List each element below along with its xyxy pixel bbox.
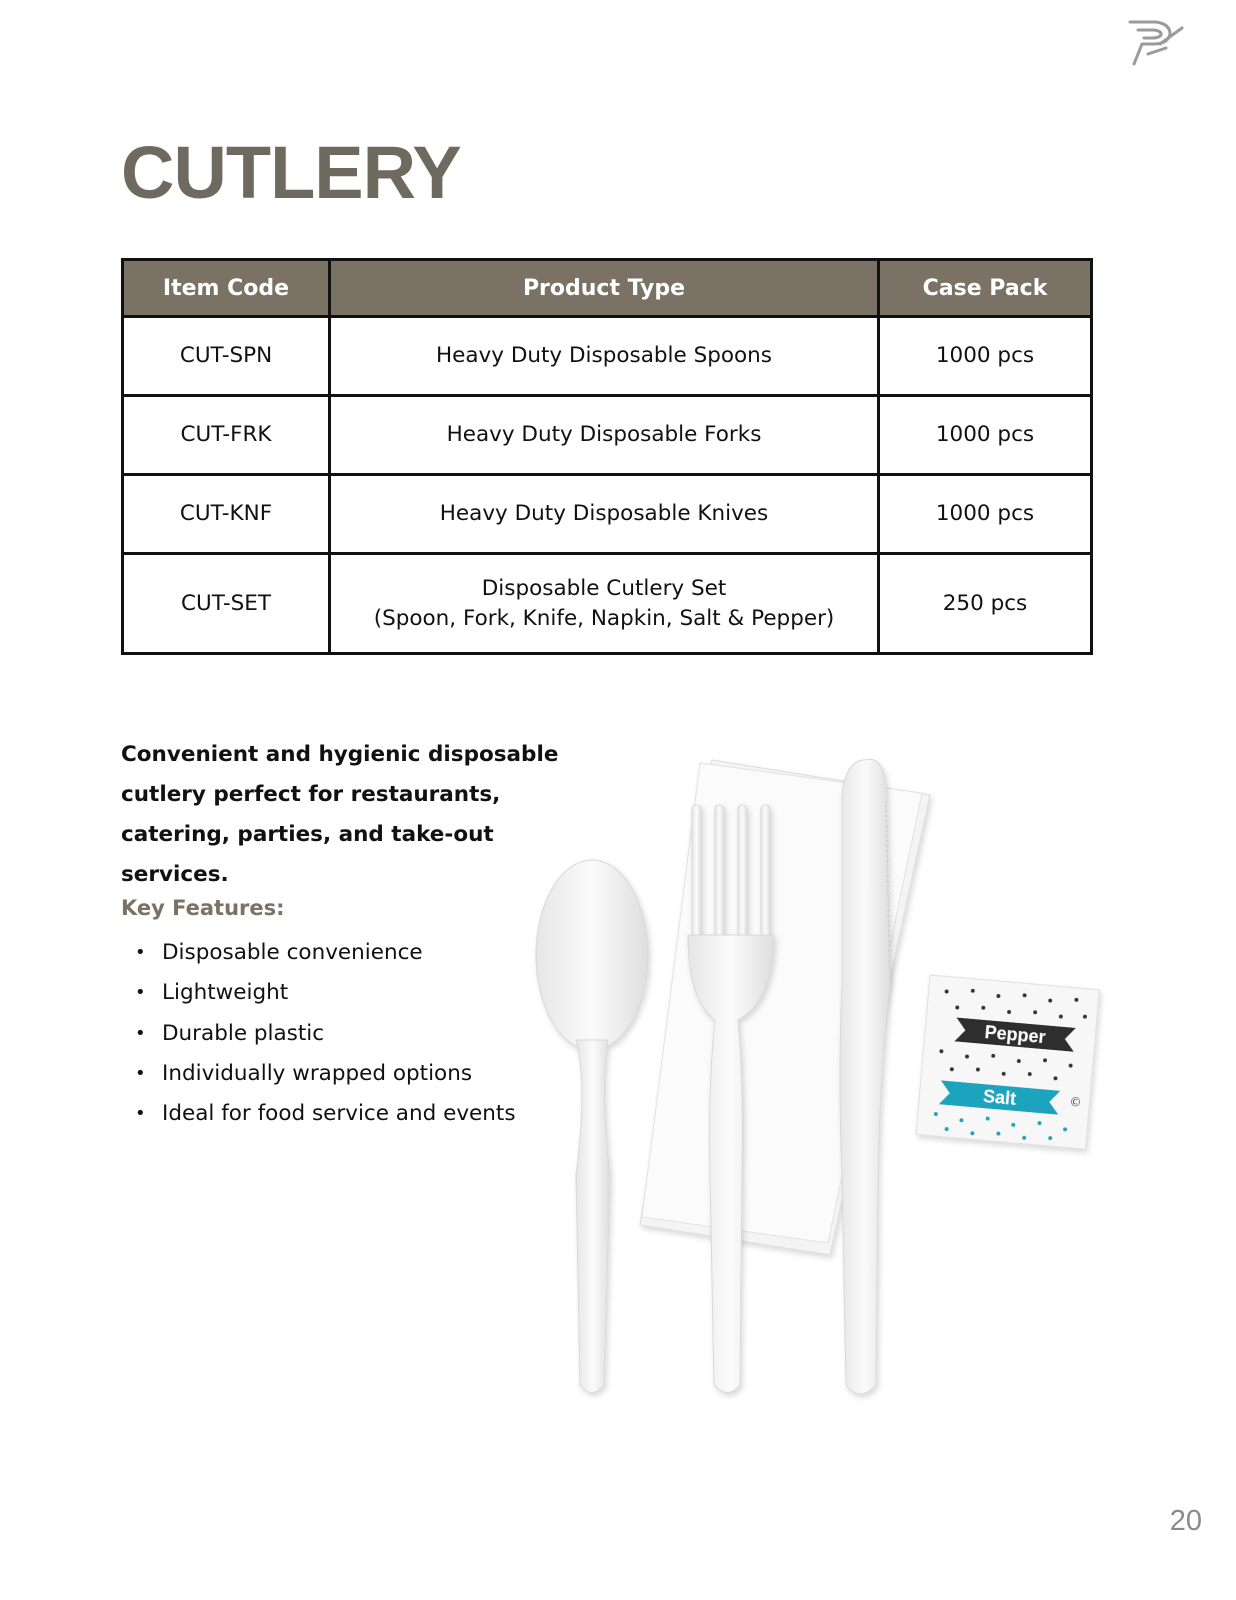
list-item (121, 1054, 516, 1094)
product-type-line-2: (Spoon, Fork, Knife, Napkin, Salt & Pepper) (373, 605, 835, 631)
salt-label: Salt (982, 1086, 1017, 1109)
feature-label: Lightweight (162, 980, 289, 1006)
list-item (121, 1094, 516, 1134)
salt-pepper-packet (916, 975, 1099, 1149)
product-type-cell: Heavy Duty Disposable Knives (330, 475, 879, 554)
bullet-icon: • (135, 942, 146, 963)
copyright-mark: © (1068, 1094, 1083, 1110)
brand-logo-icon (1126, 18, 1184, 68)
case-pack-cell: 1000 pcs (879, 475, 1092, 554)
bullet-icon: • (135, 1022, 146, 1044)
case-pack-cell: 250 pcs (879, 554, 1092, 654)
product-type-cell: Heavy Duty Disposable Spoons (330, 317, 879, 396)
list-item (121, 1014, 516, 1054)
feature-label: Individually wrapped options (162, 1060, 473, 1086)
item-code-cell: CUT-SET (123, 554, 330, 654)
item-code-cell: CUT-SPN (123, 317, 330, 396)
table-header-row (123, 260, 1092, 317)
key-features-list (121, 933, 516, 1134)
pepper-label: Pepper (983, 1022, 1047, 1048)
knife (840, 759, 890, 1394)
list-item (121, 973, 516, 1013)
key-features-title: Key Features: (121, 896, 285, 920)
feature-label: Ideal for food service and events (162, 1101, 516, 1127)
case-pack-cell: 1000 pcs (879, 396, 1092, 475)
bullet-icon: • (135, 982, 146, 1004)
item-code-cell: CUT-FRK (123, 396, 330, 475)
page-title: CUTLERY (121, 131, 461, 214)
bullet-icon: • (135, 1062, 146, 1084)
column-header-item-code: Item Code (123, 260, 330, 317)
feature-label: Durable plastic (162, 1020, 325, 1046)
column-header-case-pack: Case Pack (879, 260, 1092, 317)
list-item (121, 933, 516, 973)
table-row (123, 475, 1092, 554)
item-code-cell: CUT-KNF (123, 475, 330, 554)
table-row (123, 317, 1092, 396)
intro-text: Convenient and hygienic disposable cutlery perfect for restaurants, catering, parties, and take-out services. (121, 742, 559, 887)
column-header-product-type: Product Type (330, 260, 879, 317)
page-number: 20 (1169, 1505, 1202, 1537)
table-row (123, 554, 1092, 654)
product-type-cell (330, 554, 879, 654)
feature-label: Disposable convenience (162, 940, 423, 965)
spoon (536, 860, 648, 1393)
case-pack-cell: 1000 pcs (879, 317, 1092, 396)
product-type-line: Disposable Cutlery Set (481, 575, 727, 601)
product-table (121, 258, 1093, 655)
table-row (123, 396, 1092, 475)
cutlery-set-photo (530, 755, 1130, 1405)
product-type-cell: Heavy Duty Disposable Forks (330, 396, 879, 475)
bullet-icon: • (135, 1103, 146, 1125)
